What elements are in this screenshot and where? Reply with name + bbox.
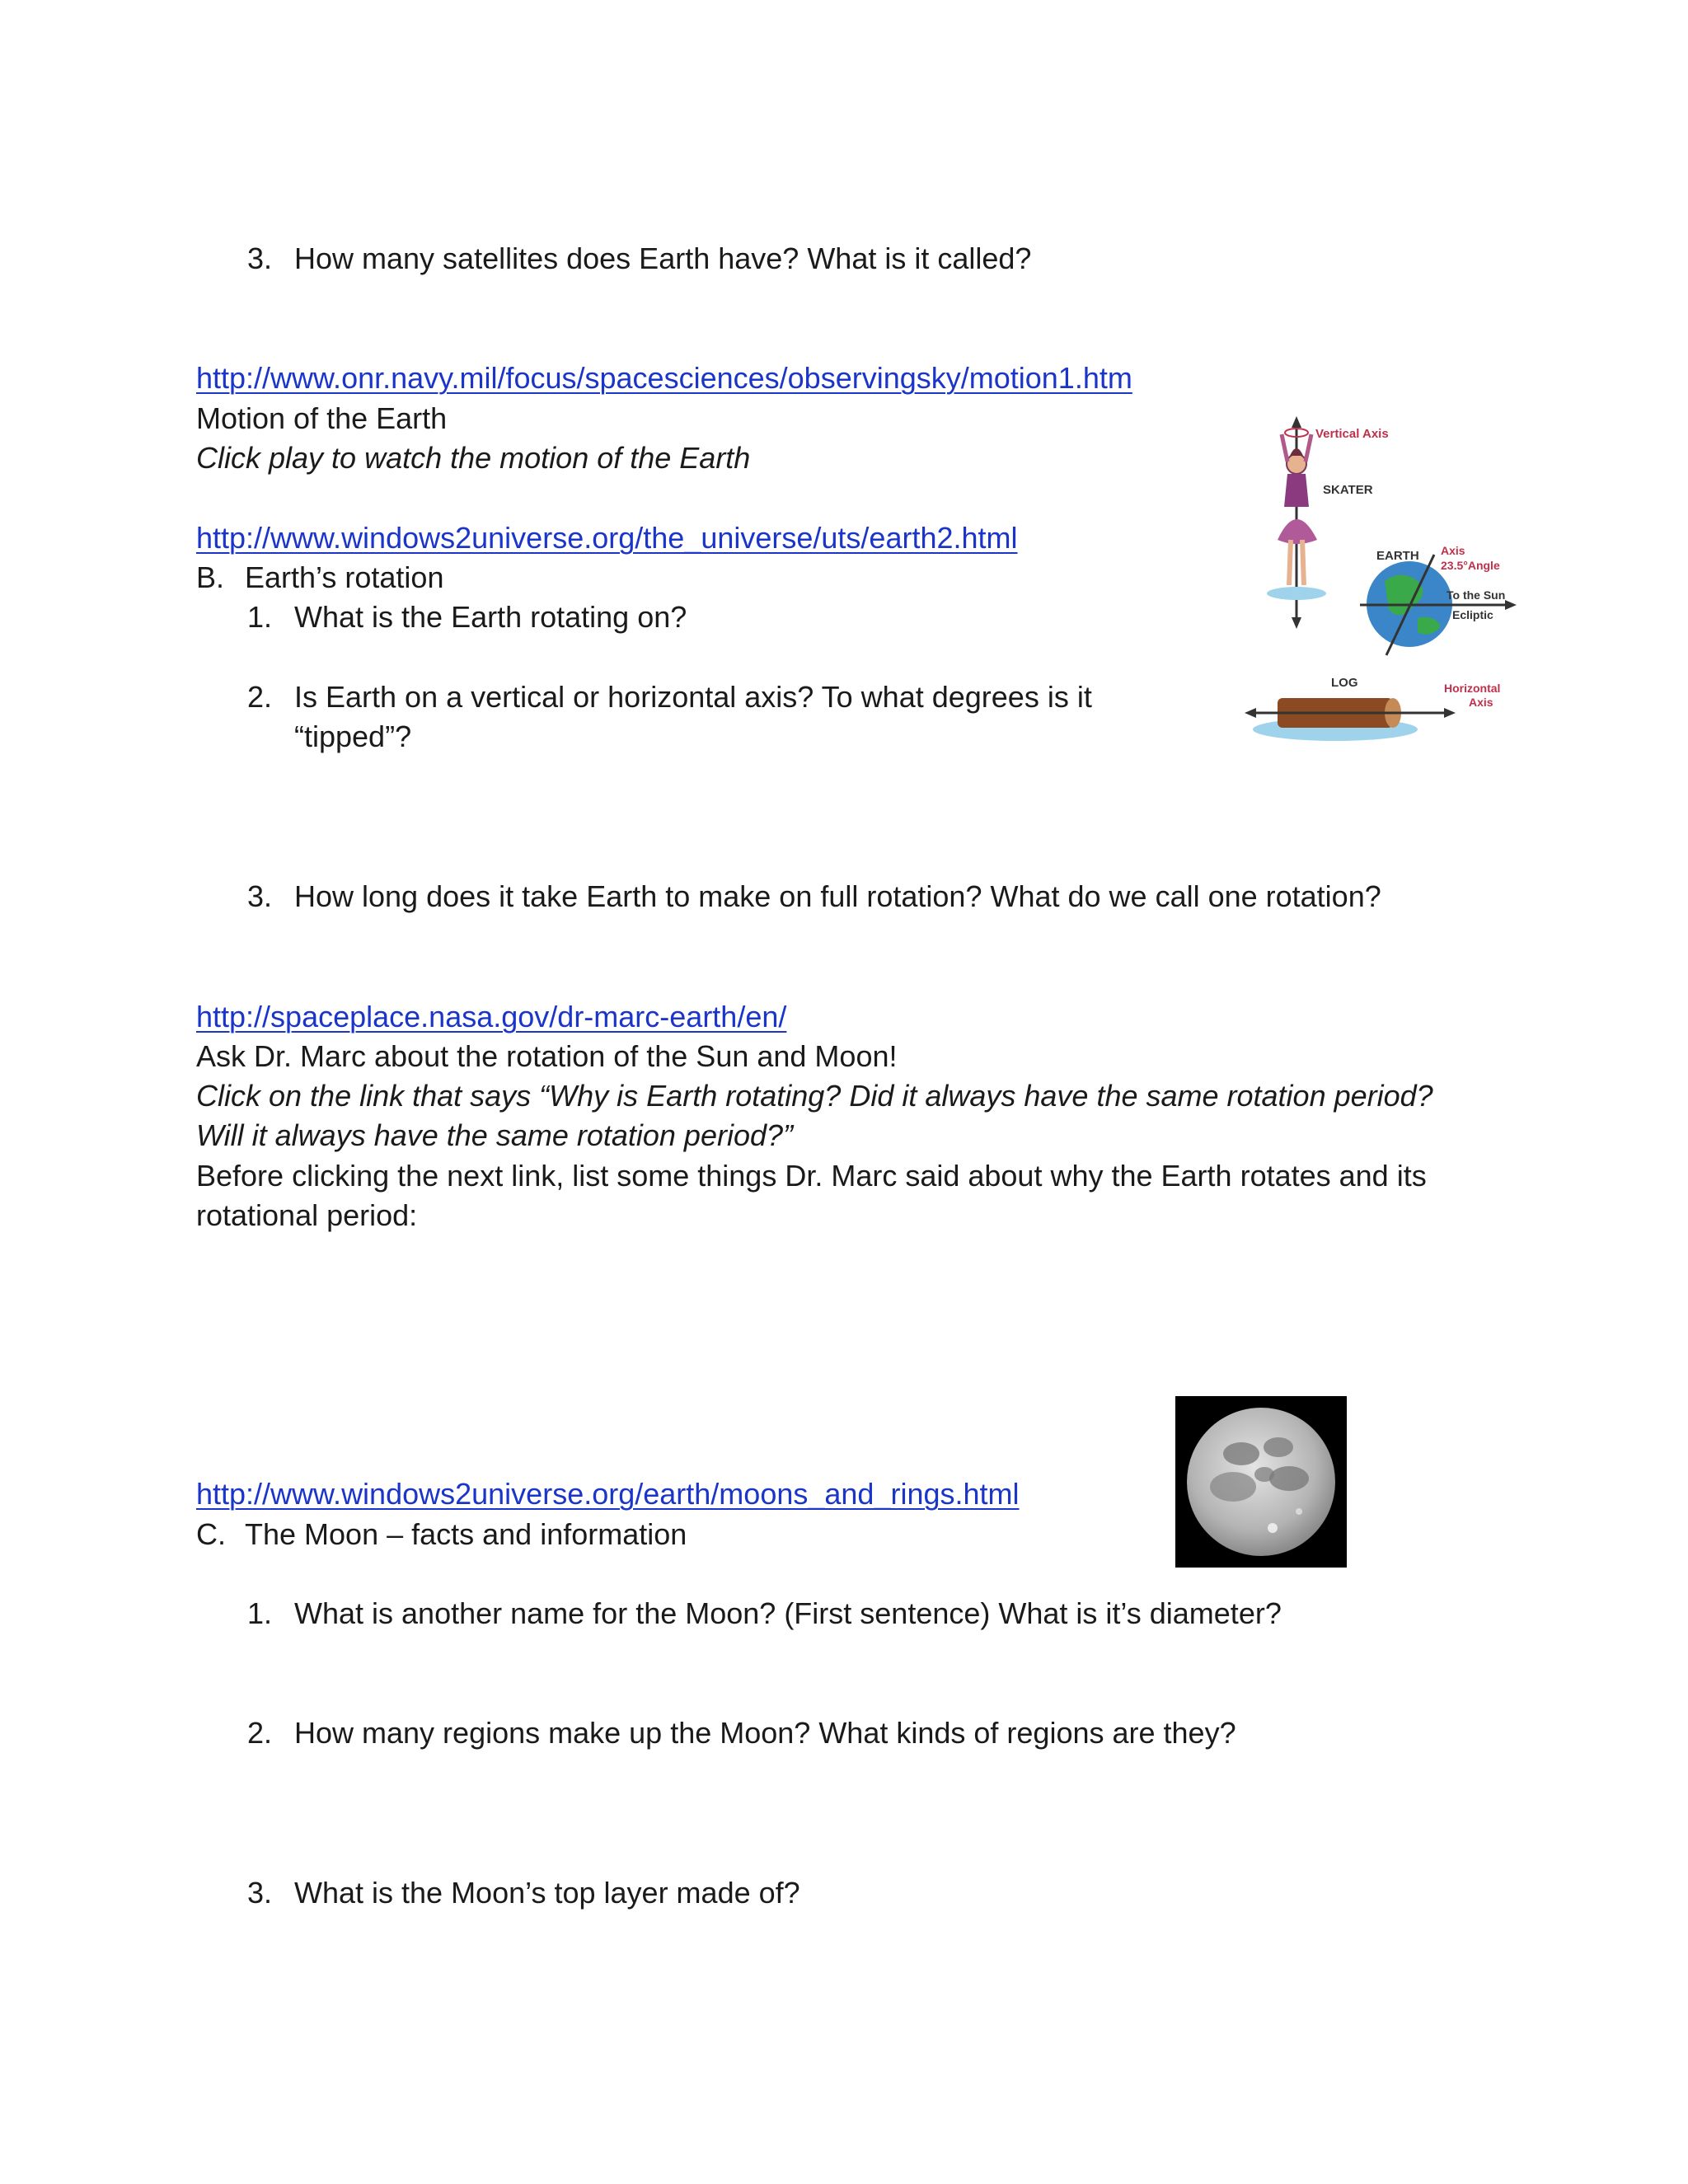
section-heading: The Moon – facts and information bbox=[245, 1517, 687, 1551]
arrow-left-icon bbox=[1245, 708, 1256, 718]
arrow-up-icon bbox=[1292, 416, 1301, 428]
question-number: 2. bbox=[246, 680, 272, 714]
earth-rotation-link[interactable]: http://www.windows2universe.org/the_universe/uts/earth2.html bbox=[196, 521, 1018, 555]
question-number: 1. bbox=[246, 600, 272, 634]
motion-instruction: Click play to watch the motion of the Earth bbox=[196, 441, 751, 475]
question-number: 2. bbox=[246, 1716, 272, 1750]
question-text: What is the Earth rotating on? bbox=[294, 600, 687, 634]
question-text: What is the Moon’s top layer made of? bbox=[294, 1876, 800, 1910]
question-text: How many satellites does Earth have? What is it called? bbox=[294, 241, 1032, 275]
question-text: How long does it take Earth to make on full rotation? What do we call one rotation? bbox=[294, 879, 1381, 913]
section-label: C. bbox=[196, 1517, 226, 1551]
skater-label: SKATER bbox=[1323, 483, 1373, 497]
arrow-down-icon bbox=[1292, 617, 1301, 629]
dr-marc-instruction: Click on the link that says “Why is Earth rotating? Did it always have the same rotation period? bbox=[196, 1079, 1433, 1113]
horizontal-label: Horizontal bbox=[1444, 682, 1501, 695]
log-label: LOG bbox=[1331, 676, 1358, 690]
ecliptic-label: Ecliptic bbox=[1452, 608, 1493, 621]
motion-link[interactable]: http://www.onr.navy.mil/focus/spacesciences/observingsky/motion1.htm bbox=[196, 361, 1132, 395]
rotation-axis-diagram bbox=[1245, 416, 1517, 762]
section-heading: Earth’s rotation bbox=[245, 560, 444, 594]
dr-marc-link[interactable]: http://spaceplace.nasa.gov/dr-marc-earth/en/ bbox=[196, 1000, 787, 1033]
axis-label: Axis bbox=[1441, 544, 1465, 557]
question-text: Is Earth on a vertical or horizontal axis? To what degrees is it bbox=[294, 680, 1092, 714]
question-number: 3. bbox=[246, 879, 272, 913]
dr-marc-prompt: Before clicking the next link, list some things Dr. Marc said about why the Earth rotates and its bbox=[196, 1159, 1427, 1193]
vertical-axis-label: Vertical Axis bbox=[1315, 427, 1389, 441]
question-number: 3. bbox=[246, 1876, 272, 1910]
question-number: 1. bbox=[246, 1596, 272, 1630]
arrow-right-icon bbox=[1444, 708, 1456, 718]
horizontal-axis-label: Axis bbox=[1469, 696, 1493, 709]
arrow-right-icon bbox=[1505, 600, 1517, 610]
dr-marc-instruction-continued: Will it always have the same rotation period?” bbox=[196, 1118, 794, 1152]
angle-label: 23.5°Angle bbox=[1441, 559, 1500, 572]
question-number: 3. bbox=[246, 241, 272, 275]
motion-title: Motion of the Earth bbox=[196, 401, 448, 435]
section-label: B. bbox=[196, 560, 225, 594]
dr-marc-prompt-continued: rotational period: bbox=[196, 1198, 418, 1232]
moon-link[interactable]: http://www.windows2universe.org/earth/moons_and_rings.html bbox=[196, 1477, 1020, 1511]
moon-photo bbox=[1175, 1396, 1347, 1568]
question-text: How many regions make up the Moon? What kinds of regions are they? bbox=[294, 1716, 1236, 1750]
question-text-continued: “tipped”? bbox=[294, 719, 412, 753]
question-text: What is another name for the Moon? (First sentence) What is it’s diameter? bbox=[294, 1596, 1282, 1630]
dr-marc-intro: Ask Dr. Marc about the rotation of the Sun and Moon! bbox=[196, 1039, 898, 1073]
to-the-sun-label: To the Sun bbox=[1447, 588, 1506, 602]
earth-label: EARTH bbox=[1376, 549, 1419, 563]
